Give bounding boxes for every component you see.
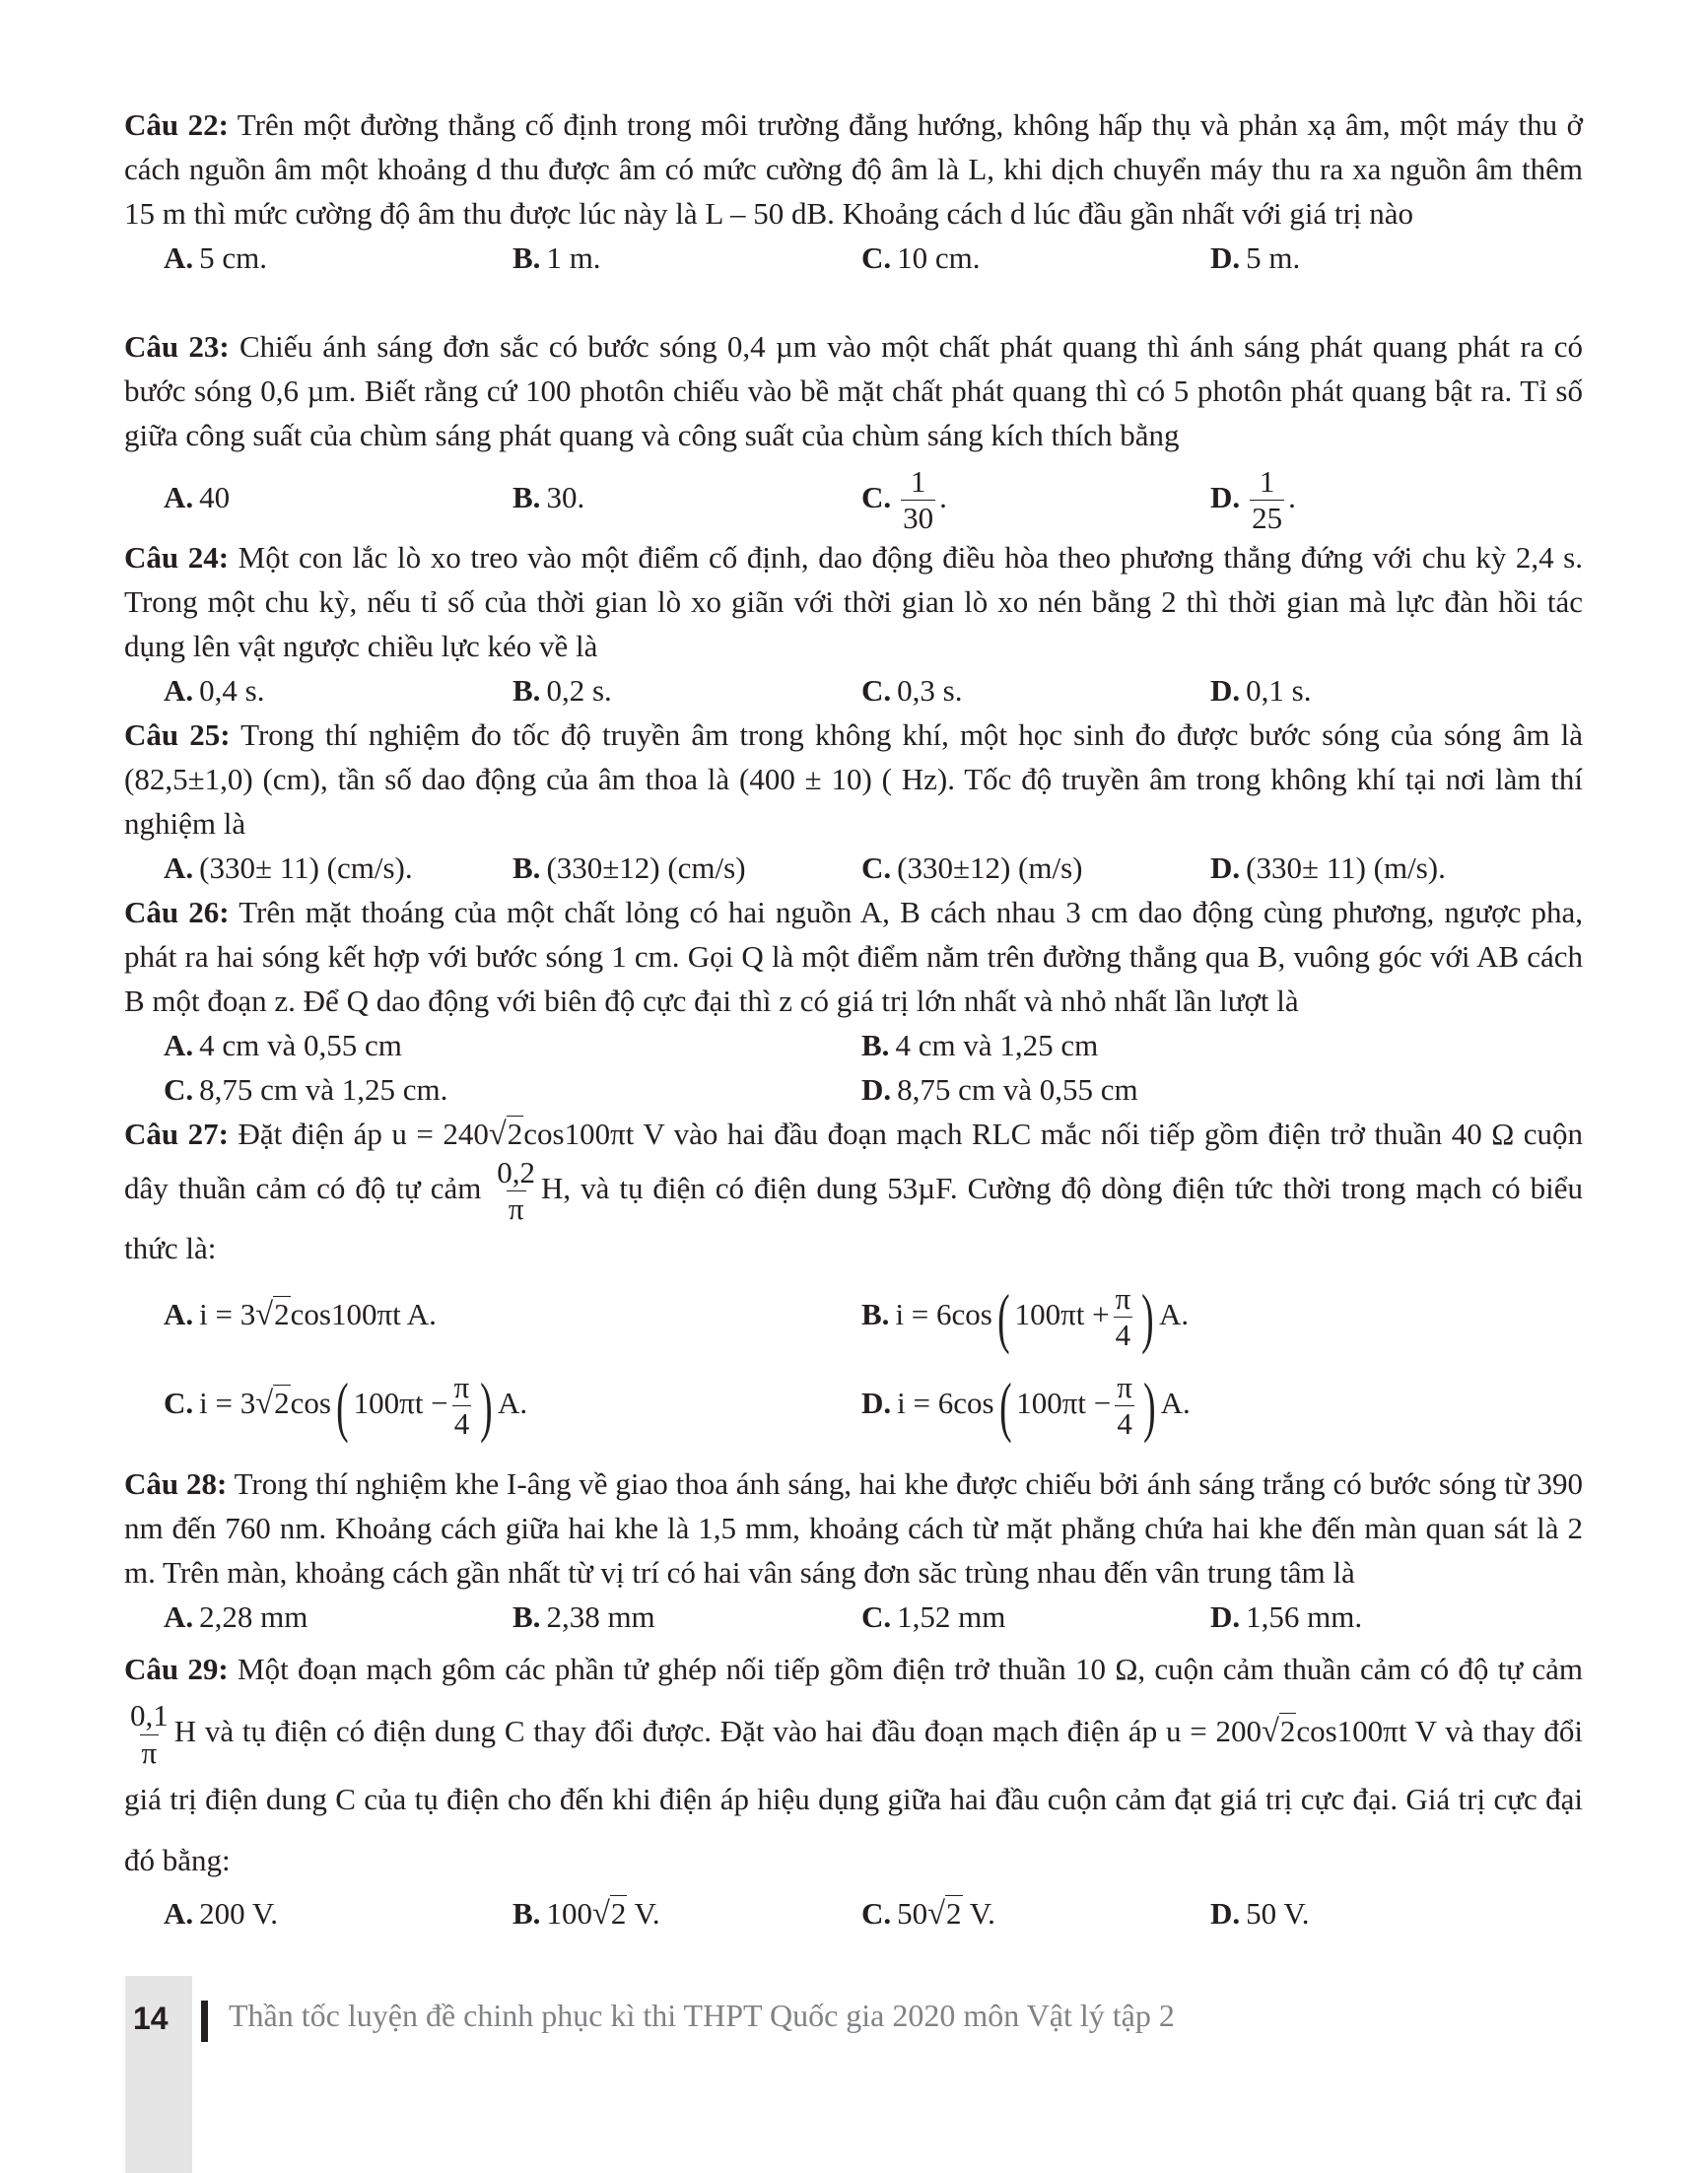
option-a xyxy=(164,668,512,713)
sqrt xyxy=(1262,1714,1296,1748)
option-text: 1 m. xyxy=(546,240,601,275)
option-d xyxy=(1210,236,1559,280)
question-25-options xyxy=(124,846,1583,890)
question-22-number: Câu 22: xyxy=(124,107,229,142)
math-text: 100πt − xyxy=(353,1386,448,1421)
question-29-text: Một đoạn mạch gôm các phần tử ghép nối tiếp gồm điện trở thuần 10 Ω, cuộn cảm thuần cảm có độ tự cảm xyxy=(238,1652,1584,1687)
fraction-denominator: π xyxy=(141,1734,158,1770)
option-c xyxy=(861,1595,1210,1639)
option-text: 5 m. xyxy=(1246,240,1301,275)
math-text: i = 3 xyxy=(199,1386,256,1421)
question-23-text: Chiếu ánh sáng đơn sắc có bước sóng 0,4 µm vào một chất phát quang thì ánh sáng phát quang phát ra có bước sóng 0,6 µm. Biết rằng cứ 100 photôn chiếu vào bề mặt chất phát quang thì có 5 photôn phát quang bật ra. Tỉ số giữa công suất của chùm sáng phát quang và công suất của chùm sáng kích thích bằng xyxy=(124,329,1584,452)
fraction-numerator: π xyxy=(1117,1369,1132,1404)
math-text: cos100πt xyxy=(523,1116,635,1151)
option-label: C. xyxy=(861,480,892,514)
option-label: B. xyxy=(861,1297,890,1332)
question-27-options xyxy=(124,1270,1583,1448)
option-b xyxy=(512,668,861,713)
spacer xyxy=(124,1448,1583,1461)
math-text: u = 240 xyxy=(391,1116,489,1151)
option-c xyxy=(861,463,1210,535)
question-25-stem xyxy=(124,713,1583,846)
math-text: i = 3 xyxy=(199,1297,256,1332)
math-text: V. xyxy=(627,1896,660,1932)
inductance-fraction xyxy=(495,1154,537,1227)
footer-book-title: Thần tốc luyện đề chinh phục kì thi THPT Quốc gia 2020 môn Vật lý tập 2 xyxy=(229,1998,1175,2033)
math-text: i = 6cos xyxy=(897,1386,994,1421)
page-number: 14 xyxy=(133,2001,169,2036)
left-paren: ( xyxy=(336,1368,349,1444)
option-label: D. xyxy=(1210,1896,1241,1932)
option-text: (330± 11) (m/s). xyxy=(1246,849,1446,885)
option-text: 2,28 mm xyxy=(199,1599,308,1635)
question-29-stem xyxy=(124,1639,1583,1891)
sqrt-sign: √ xyxy=(1261,1714,1279,1750)
sqrt-radicand: 2 xyxy=(946,1896,962,1932)
option-c xyxy=(861,1891,1210,1936)
option-text: . xyxy=(1288,480,1296,514)
sqrt xyxy=(255,1386,290,1420)
option-text: (330±12) (m/s) xyxy=(897,849,1083,885)
option-label: B. xyxy=(512,480,541,514)
option-text: (330±12) (cm/s) xyxy=(546,849,746,885)
sqrt-radicand: 2 xyxy=(274,1386,290,1421)
option-text: (330± 11) (cm/s). xyxy=(199,849,413,885)
option-c xyxy=(861,846,1210,890)
option-label: C. xyxy=(164,1071,194,1107)
math-text: 100 xyxy=(546,1896,592,1932)
option-label: A. xyxy=(164,672,194,708)
question-22-options xyxy=(124,236,1583,280)
question-29-number: Câu 29: xyxy=(124,1652,229,1687)
math-text: 50 xyxy=(897,1896,928,1932)
option-b xyxy=(861,1270,1559,1359)
option-label: C. xyxy=(164,1386,194,1421)
option-d xyxy=(1210,1595,1559,1639)
question-22-stem xyxy=(124,102,1583,236)
option-label: B. xyxy=(861,1027,890,1062)
option-text: 0,1 s. xyxy=(1246,672,1312,708)
right-paren: ) xyxy=(1143,1368,1156,1444)
sqrt-sign: √ xyxy=(255,1297,274,1333)
sqrt-radicand: 2 xyxy=(274,1297,290,1332)
option-text: 4 cm và 1,25 cm xyxy=(895,1027,1099,1062)
question-28-number: Câu 28: xyxy=(124,1466,228,1502)
spacer xyxy=(124,280,1583,324)
option-b xyxy=(512,1595,861,1639)
option-c xyxy=(861,236,1210,280)
option-c xyxy=(164,1359,861,1448)
option-c xyxy=(164,1067,861,1112)
fraction-denominator: π xyxy=(508,1191,524,1227)
option-a xyxy=(164,463,512,535)
question-25-number: Câu 25: xyxy=(124,716,231,752)
option-b xyxy=(512,1891,861,1936)
option-text: . xyxy=(939,480,947,514)
math-text: V. xyxy=(962,1896,995,1932)
option-text: 4 cm và 0,55 cm xyxy=(199,1027,402,1062)
question-29-text: V và thay đổi giá trị điện dung C của tụ điện cho đến khi điện áp hiệu dụng giữa hai đầu cuộn cảm đạt giá trị cực đại. Giá trị cực đại đó bằng: xyxy=(124,1714,1583,1878)
fraction-denominator: 4 xyxy=(1115,1318,1131,1353)
question-22-text: Trên một đường thẳng cố định trong môi trường đẳng hướng, không hấp thụ và phản xạ âm, một máy thu ở cách nguồn âm một khoảng d thu được âm có mức cường độ âm là L, khi dịch chuyển máy thu ra xa nguồn âm thêm 15 m thì mức cường độ âm thu được lúc này là L – 50 dB. Khoảng cách d lúc đầu gần nhất với giá trị nào xyxy=(124,107,1584,231)
sqrt xyxy=(927,1896,962,1931)
fraction-numerator: π xyxy=(1115,1280,1131,1316)
option-d xyxy=(1210,463,1559,535)
math-text: i = 6cos xyxy=(895,1297,992,1332)
math-text: A. xyxy=(498,1386,528,1421)
fraction xyxy=(1114,1280,1133,1353)
voltage-expression xyxy=(1166,1714,1406,1748)
option-d xyxy=(1210,668,1559,713)
fraction xyxy=(452,1369,472,1442)
option-label: A. xyxy=(164,480,194,514)
option-text: 1,52 mm xyxy=(897,1599,1006,1635)
fraction-denominator: 4 xyxy=(1117,1406,1132,1442)
sqrt xyxy=(489,1117,523,1151)
option-label: D. xyxy=(1210,240,1241,275)
question-29-text: H và tụ điện có điện dung C thay đổi được. Đặt vào hai đầu đoạn mạch điện áp xyxy=(173,1714,1158,1749)
option-label: B. xyxy=(512,672,541,708)
question-24-number: Câu 24: xyxy=(124,539,230,575)
option-text: 1,56 mm. xyxy=(1246,1599,1363,1635)
option-text: 30. xyxy=(546,480,585,514)
option-label: C. xyxy=(861,672,892,708)
option-label: B. xyxy=(512,849,541,885)
sqrt-sign: √ xyxy=(591,1896,610,1933)
fraction-denominator: 25 xyxy=(1252,501,1283,536)
fraction-numerator: π xyxy=(453,1369,470,1404)
sqrt xyxy=(592,1896,627,1931)
option-label: D. xyxy=(1210,672,1241,708)
option-label: C. xyxy=(861,849,892,885)
math-text: cos100πt xyxy=(1296,1714,1407,1749)
fraction xyxy=(901,463,935,536)
option-label: D. xyxy=(1210,849,1241,885)
fraction xyxy=(1115,1369,1134,1442)
option-label: D. xyxy=(1210,480,1241,514)
option-c xyxy=(861,668,1210,713)
sqrt-radicand: 2 xyxy=(507,1116,523,1151)
option-label: A. xyxy=(164,1599,194,1635)
fraction-numerator: 0,2 xyxy=(497,1154,536,1189)
option-label: B. xyxy=(512,1599,541,1635)
question-24-options xyxy=(124,668,1583,713)
question-27-text: . Cường độ dòng điện tức thời trong mạch có biểu thức là: xyxy=(124,1171,1584,1266)
question-28-text: Trong thí nghiệm khe I-âng về giao thoa ánh sáng, hai khe được chiếu bởi ánh sáng trắng có bước sóng từ 390 nm đến 760 nm. Khoảng cách giữa hai khe là 1,5 mm, khoảng cách từ mặt phẳng chứa hai khe đến màn quan sát là 2 m. Trên màn, khoảng cách gần nhất từ vị trí có hai vân sáng đơn săc trùng nhau đến vân trung tâm là xyxy=(124,1466,1583,1591)
sqrt-sign: √ xyxy=(255,1386,274,1422)
option-label: A. xyxy=(164,849,194,885)
fraction-numerator: 0,1 xyxy=(130,1698,169,1733)
question-24-stem xyxy=(124,535,1583,668)
fraction-denominator: 4 xyxy=(453,1406,470,1442)
option-text: 8,75 cm và 0,55 cm xyxy=(897,1071,1138,1107)
sqrt-radicand: 2 xyxy=(1279,1714,1296,1749)
question-list xyxy=(124,102,1583,1936)
question-26-options xyxy=(124,1023,1583,1112)
option-text: 0,4 s. xyxy=(199,672,265,708)
question-23-stem xyxy=(124,324,1583,457)
option-label: D. xyxy=(861,1071,892,1107)
question-24-text: Một con lắc lò xo treo vào một điểm cố định, dao động điều hòa theo phương thẳng đứng với chu kỳ 2,4 s. Trong một chu kỳ, nếu tỉ số của thời gian lò xo giãn với thời gian lò xo nén bằng 2 thì thời gian mà lực đàn hồi tác dụng lên vật ngược chiều lực kéo về là xyxy=(124,539,1584,663)
sqrt-sign: √ xyxy=(488,1116,507,1152)
question-26-text: Trên mặt thoáng của một chất lỏng có hai nguồn A, B cách nhau 3 cm dao động cùng phương, ngược pha, phát ra hai sóng kết hợp với bước sóng 1 cm. Gọi Q là một điểm nằm trên đường thẳng qua B, vuông góc với AB cách B một đoạn z. Để Q dao động với biên độ cực đại thì z có giá trị lớn nhất và nhỏ nhất lần lượt là xyxy=(124,894,1583,1018)
option-text: 10 cm. xyxy=(897,240,981,275)
math-text: cos100πt A. xyxy=(290,1297,437,1332)
option-text: 40 xyxy=(199,480,231,514)
question-28-options xyxy=(124,1595,1583,1639)
option-text: 50 V. xyxy=(1246,1896,1310,1932)
question-27-text: H, và tụ điện có điện dung xyxy=(541,1171,878,1206)
question-27-stem xyxy=(124,1112,1583,1270)
question-27-text: Đặt điện áp xyxy=(238,1116,382,1151)
question-23-number: Câu 23: xyxy=(124,329,230,364)
option-a xyxy=(164,1595,512,1639)
option-b xyxy=(512,846,861,890)
option-label: D. xyxy=(1210,1599,1241,1635)
option-a xyxy=(164,1023,861,1067)
option-b xyxy=(512,236,861,280)
option-label: D. xyxy=(861,1386,892,1421)
option-b xyxy=(512,463,861,535)
option-text: 8,75 cm và 1,25 cm. xyxy=(199,1071,448,1107)
fraction-numerator: 1 xyxy=(1259,463,1275,499)
sqrt xyxy=(255,1297,290,1331)
option-label: C. xyxy=(861,240,892,275)
option-label: B. xyxy=(512,1896,541,1932)
option-a xyxy=(164,236,512,280)
fraction-numerator: 1 xyxy=(910,463,926,499)
math-text: u = 200 xyxy=(1165,1714,1262,1749)
voltage-expression xyxy=(391,1117,634,1151)
option-label: A. xyxy=(164,240,194,275)
capacitance-value: 53µF xyxy=(887,1171,950,1206)
inductance-fraction xyxy=(128,1700,171,1769)
option-label: A. xyxy=(164,1297,194,1332)
option-a xyxy=(164,846,512,890)
left-paren: ( xyxy=(998,1368,1012,1444)
right-paren: ) xyxy=(1141,1279,1154,1355)
math-text: cos xyxy=(290,1386,331,1421)
math-text: A. xyxy=(1160,1386,1191,1421)
option-label: A. xyxy=(164,1027,194,1062)
sqrt-radicand: 2 xyxy=(610,1896,627,1932)
option-text: 200 V. xyxy=(199,1896,278,1932)
option-d xyxy=(861,1067,1559,1112)
question-26-stem xyxy=(124,890,1583,1023)
left-paren: ( xyxy=(996,1279,1010,1355)
math-text: A. xyxy=(1158,1297,1190,1332)
option-label: A. xyxy=(164,1896,194,1932)
question-29-options xyxy=(124,1891,1583,1936)
math-text: 100πt − xyxy=(1016,1386,1112,1421)
footer-divider xyxy=(201,2001,208,2042)
question-25-text: Trong thí nghiệm đo tốc độ truyền âm trong không khí, một học sinh đo được bước sóng của sóng âm là (82,5±1,0) (cm), tần số dao động của âm thoa là (400 ± 10) ( Hz). Tốc độ truyền âm trong không khí tại nơi làm thí nghiệm là xyxy=(124,716,1583,841)
option-text: 2,38 mm xyxy=(546,1599,655,1635)
question-28-stem xyxy=(124,1461,1583,1595)
option-a xyxy=(164,1891,512,1936)
option-text: 0,2 s. xyxy=(546,672,612,708)
option-d xyxy=(1210,1891,1559,1936)
sqrt-sign: √ xyxy=(927,1896,946,1933)
option-b xyxy=(861,1023,1559,1067)
fraction xyxy=(1250,463,1284,536)
option-label: B. xyxy=(512,240,541,275)
option-label: C. xyxy=(861,1896,892,1932)
math-text: 100πt + xyxy=(1014,1297,1110,1332)
question-27-number: Câu 27: xyxy=(124,1116,229,1151)
option-d xyxy=(1210,846,1559,890)
question-26-number: Câu 26: xyxy=(124,894,230,929)
option-text: 5 cm. xyxy=(199,240,268,275)
fraction-denominator: 30 xyxy=(903,501,934,536)
option-label: C. xyxy=(861,1599,892,1635)
option-text: 0,3 s. xyxy=(897,672,963,708)
question-23-options xyxy=(124,457,1583,535)
option-d xyxy=(861,1359,1559,1448)
question-27-text: V vào hai đầu đoạn mạch RLC mắc nối tiếp gồm điện trở thuần 40 Ω cuộn dây thuần cảm có độ tự cảm xyxy=(124,1116,1584,1206)
right-paren: ) xyxy=(480,1368,493,1444)
option-a xyxy=(164,1270,861,1359)
